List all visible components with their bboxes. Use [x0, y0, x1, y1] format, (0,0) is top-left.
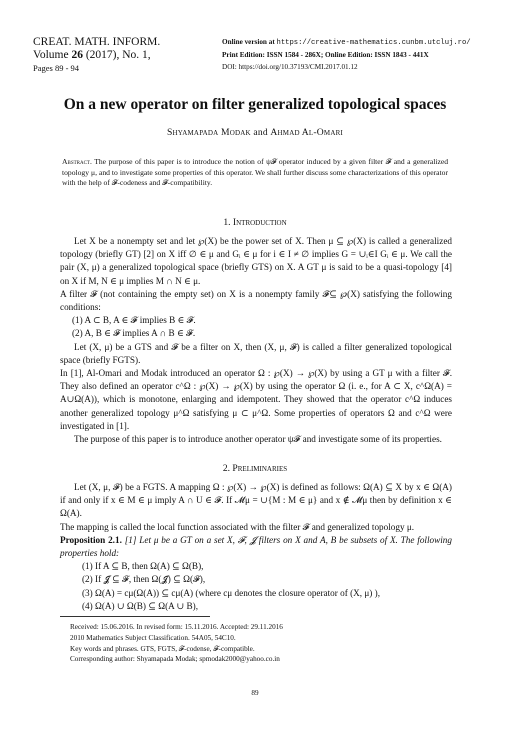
proposition-text: [1] Let μ be a GT on a set X, 𝓕, 𝓙 filters on X and A, B be subsets of X. The following properties hold: — [60, 534, 452, 559]
author-line: Shyamapada Modak and Ahmad Al-Omari — [166, 127, 344, 138]
paragraph: Let (X, μ, 𝓕) be a FGTS. A mapping Ω : ℘(X) → ℘(X) is defined as follows: Ω(A) ⊆ X by x ∈ Ω(A) if and only if x ∈ M ∈ μ imply A ∩ U ∈ 𝓕. If 𝓜μ = ∪{M : M ∈ μ} and x ∉ 𝓜μ then by definition x ∈ Ω(A). — [60, 482, 452, 519]
issn-line: Print Edition: ISSN 1584 - 286X; Online Edition: ISSN 1843 - 441X — [222, 50, 429, 59]
paragraph: The mapping is called the local function associated with the filter 𝓕 and generalized topology μ. — [60, 521, 415, 532]
doi-line[interactable]: DOI: https://doi.org/10.37193/CMI.2017.01.12 — [222, 62, 358, 71]
proposition — [60, 534, 452, 560]
paragraph: Let X be a nonempty set and let ℘(X) be the power set of X. Then μ ⊆ ℘(X) is called a generalized topology (briefly GT) [2] on X iff ∅ ∈ μ and Gᵢ ∈ μ for i ∈ I ≠ ∅ implies G = ∪ᵢ∈I Gᵢ ∈ μ. We call the pair (X, μ) a generalized topological space (briefly GTS) on X. A GT μ is said to be a quasi-topology [4] on X if M, N ∈ μ implies M ∩ N ∈ μ. — [60, 236, 452, 286]
publication-info — [222, 37, 492, 73]
section-heading-preliminaries: 2. Preliminaries — [222, 463, 288, 474]
paragraph: In [1], Al-Omari and Modak introduced an operator Ω : ℘(X) → ℘(X) by using a GT μ with a filter 𝓕. They also defined an operator c^Ω : ℘(X) → ℘(X) by using the operator Ω (i. e., for A ⊂ X, c^Ω(A) = A∪Ω(A)), which is monotone, enlarging and idempotent. They showed that the operator c^Ω induces another generalized topology μ^Ω satisfying μ ⊂ μ^Ω. Some properties of operators Ω and c^Ω were investigated in [1]. — [60, 368, 452, 431]
author-1: Shyamapada Modak — [166, 127, 251, 138]
online-url[interactable]: https://creative-mathematics.cunbm.utcluj.ro/ — [276, 39, 471, 47]
footnote-corresponding: Corresponding author: Shyamapada Modak; spmodak2000@yahoo.co.in — [70, 655, 280, 664]
paragraph: A filter 𝓕 (not containing the empty set) on X is a nonempty family 𝓕⊆ ℘(X) satisfying the following conditions: — [60, 288, 452, 313]
author-2: Ahmad Al-Omari — [270, 127, 344, 138]
footnote-received: Received: 15.06.2016. In revised form: 15.11.2016. Accepted: 29.11.2016 — [70, 623, 283, 631]
preliminaries-body — [60, 481, 452, 613]
online-version: Online version at https://creative-mathematics.cunbm.utcluj.ro/ — [222, 38, 471, 47]
list-item: (2) A, B ∈ 𝓕 implies A ∩ B ∈ 𝓕. — [72, 328, 196, 339]
footnote-msc: 2010 Mathematics Subject Classification. 54A05, 54C10. — [70, 633, 236, 642]
journal-pages: Pages 89 - 94 — [33, 63, 80, 73]
page-number: 89 — [251, 689, 259, 697]
introduction-body — [60, 235, 452, 446]
footnotes — [60, 622, 452, 665]
footnote-keywords: Key words and phrases. GTS, FGTS, 𝓕-codense, 𝓕-compatible. — [70, 644, 255, 653]
journal-header — [33, 36, 213, 74]
paper-title: On a new operator on filter generalized topological spaces — [63, 96, 447, 113]
proposition-label: Proposition 2.1. — [60, 534, 122, 545]
proposition-item: (2) If 𝓙 ⊆ 𝓕, then Ω(𝓙) ⊆ Ω(𝓕), — [82, 574, 206, 585]
paragraph: Let (X, μ) be a GTS and 𝓕 be a filter on X, then (X, μ, 𝓕) is called a filter generalized topological space (briefly FGTS). — [60, 341, 452, 365]
journal-volume: Volume 26 (2017), No. 1, — [33, 49, 151, 61]
proposition-item: (3) Ω(A) = cμ(Ω(A)) ⊆ cμ(A) (where cμ denotes the closure operator of (X, μ) ), — [82, 587, 381, 598]
proposition-item: (4) Ω(A) ∪ Ω(B) ⊆ Ω(A ∪ B), — [82, 600, 199, 611]
list-item: (1) A ⊂ B, A ∈ 𝓕 implies B ∈ 𝓕. — [72, 315, 196, 326]
section-heading-introduction: 1. Introduction — [223, 217, 287, 228]
abstract-label: Abstract. — [62, 157, 92, 166]
proposition-item: (1) If A ⊆ B, then Ω(A) ⊆ Ω(B), — [82, 561, 204, 572]
journal-name: CREAT. MATH. INFORM. — [33, 36, 161, 48]
paragraph: The purpose of this paper is to introduce another operator ψ𝓕 and investigate some of its properties. — [74, 434, 442, 445]
abstract — [62, 157, 448, 189]
abstract-text: The purpose of this paper is to introduce the notion of ψ𝓕 operator induced by a given filter 𝓕 and a generalized topology μ, and to investigate some properties of this operator. We shall further discuss some characterizations of this operator with the help of 𝓕-codeness and 𝓕-compatibility. — [62, 157, 448, 188]
footnote-divider — [60, 616, 210, 617]
